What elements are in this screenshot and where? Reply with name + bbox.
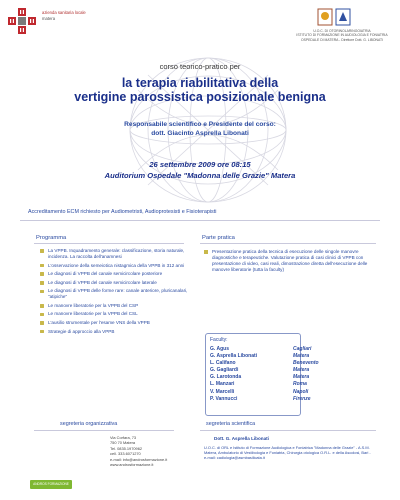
divider — [200, 430, 376, 431]
segreteria-scientifica-details: U.O.C. di ORL e Istituto di Formazione Audiologica e Foniatrica "Madonna delle Grazie" - A.S.M. Matera, Ambulatorio di Vestibologia e Foniatria, Chirurgia otologica O.R.L. e della Ascolosi, Bari - e-mail: cadiologia@asmbasilicata.it — [204, 445, 371, 461]
bullet-icon — [40, 264, 44, 268]
segreteria-organizzativa-details: Via Corfara, 73 750 70 Matera Tel. 0835.1970962 cell. 333.6071270 e-mail: info@androsformazione.it www.androsformazione.it — [110, 435, 168, 468]
bullet-icon — [40, 304, 44, 308]
accreditation-note: Accreditamento ECM richiesto per Audiometristi, Audioprotesisti e Fisioterapisti — [28, 209, 217, 215]
faculty-row: G. Asprella Libonati Matera — [210, 353, 310, 360]
faculty-row: L. Califano Benevento — [210, 360, 319, 367]
faculty-label: Faculty: — [210, 337, 228, 343]
list-item: Le manovre liberatorie per la VPPB del CSL — [40, 311, 190, 317]
course-subtitle: corso teorico-pratico per — [159, 62, 241, 71]
bullet-icon — [40, 313, 44, 317]
faculty-box — [205, 333, 319, 416]
programma-heading: Programma — [36, 235, 67, 241]
bullet-icon — [40, 281, 44, 285]
institute-logo-icon — [314, 6, 354, 28]
bullet-icon — [40, 249, 44, 253]
course-responsible: Responsabile scientifico e Presidente del corso: dott. Giacinto Asprella Libonati — [124, 121, 276, 137]
list-item: Le manovre liberatorie per la VPPB del CSP — [40, 303, 190, 309]
faculty-row: L. Manzari Roma — [210, 381, 307, 388]
header — [0, 0, 400, 50]
programma-list — [40, 248, 190, 337]
segreteria-organizzativa-heading: segreteria organizzativa — [60, 421, 118, 427]
faculty-row: V. Marcelli Napoli — [210, 388, 309, 395]
bullet-icon — [40, 290, 44, 294]
divider — [34, 430, 174, 431]
list-item: L'ausilio strumentale per l'esame VNS della VPPB — [40, 320, 190, 326]
list-item: La VPPB. Inquadramento generale: classificazione, storia naturale, incidenza. La raccolta dell'anamnesi — [40, 248, 190, 260]
list-item: Strategie di approccio alla VPPB — [40, 329, 190, 335]
bullet-icon — [40, 272, 44, 276]
list-item: Le diagnosi di VPPB delle forme rare: canale anteriore, pluricanalari, "atipiche" — [40, 288, 190, 300]
segreteria-scientifica-name: Dott. G. Asprella Libonati — [214, 436, 269, 441]
divider — [34, 243, 184, 244]
course-title: la terapia riabilitativa della vertigine parossistica posizionale benigna — [74, 76, 326, 104]
list-item: Le diagnosi di VPPB del canale semicircolare posteriore — [40, 271, 190, 277]
parte-pratica-heading: Parte pratica — [202, 235, 235, 241]
org-right-text: U.O.C. DI OTORINOLARINGOIATRIA ISTITUTO DI FORMAZIONE IN AUDIOLOGIA E FONIATRIA OSPEDALE DI MATERA - Direttore Dott. G. LIBONATI — [296, 29, 388, 42]
list-item: Le diagnosi di VPPB del canale semicircolare laterale — [40, 280, 190, 286]
divider — [200, 243, 376, 244]
bullet-icon — [40, 321, 44, 325]
faculty-row: G. Larotonda Matera — [210, 374, 310, 381]
divider — [20, 220, 380, 221]
faculty-row: P. Vannucci Firenze — [210, 395, 311, 402]
faculty-row: G. Agus Cagliari — [210, 346, 312, 352]
asl-logo-icon — [8, 8, 36, 34]
email-link[interactable]: e-mail: info@androsformazione.it — [110, 456, 168, 462]
bullet-icon — [204, 250, 208, 254]
parte-pratica-text: Presentazione pratica della tecnica di esecuzione delle singole manovre diagnostiche e terapeutiche. Valutazione pratica di casi clinici di VPPB con presentazione di video, casi reali, dimostrazione diretta dell'esecuzione delle manovre liberatorie (tutta la faculty) — [204, 249, 374, 273]
org-left-text: azienda sanitaria locale matera — [42, 10, 86, 21]
segreteria-scientifica-heading: segreteria scientifica — [206, 421, 256, 427]
course-date-venue: 26 settembre 2009 ore 08:15 Auditorium Ospedale "Madonna delle Grazie" Matera — [104, 160, 296, 180]
andros-logo: ANDROS FORMAZIONE — [30, 480, 72, 489]
list-item: L'osservazione della semeiotica nistagmica della VPPB in 312 anni — [40, 263, 190, 269]
faculty-row: G. Gagliardi Matera — [210, 367, 310, 374]
website-link[interactable]: www.androsformazione.it — [110, 462, 154, 468]
hero-section — [0, 50, 400, 200]
bullet-icon — [40, 330, 44, 334]
